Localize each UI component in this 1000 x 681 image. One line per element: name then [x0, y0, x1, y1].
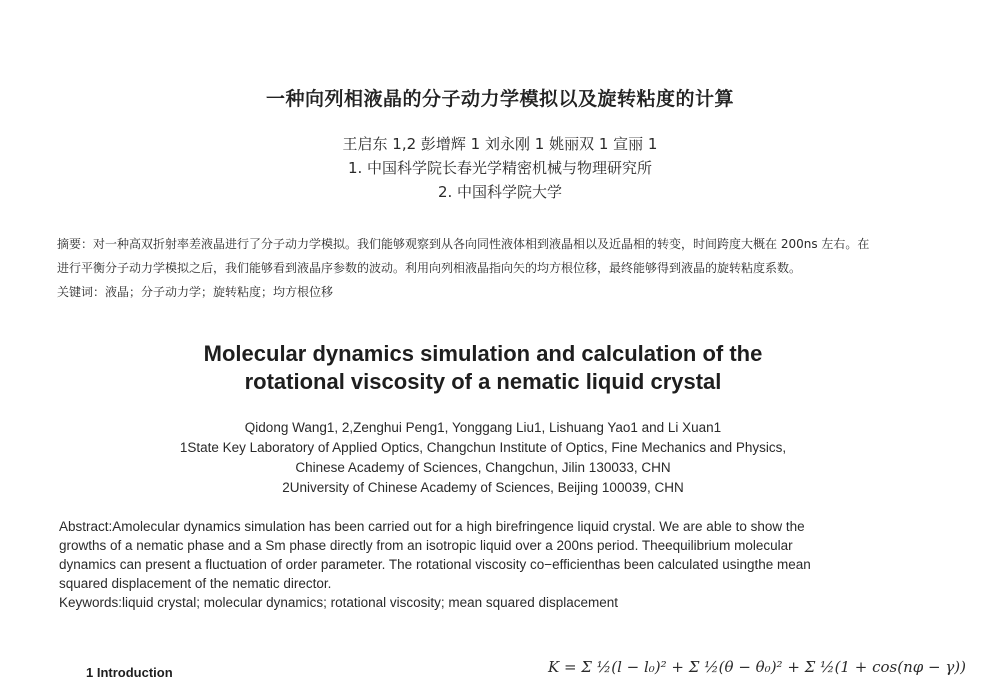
chinese-keywords: 关键词：液晶；分子动力学；旋转粘度；均方根位移 [57, 285, 334, 299]
chinese-authors: 王启东 1,2 彭增辉 1 刘永刚 1 姚丽双 1 宣丽 1 [342, 135, 658, 153]
english-abstract-line: squared displacement of the nematic director. [59, 576, 332, 591]
english-abstract-line: dynamics can present a fluctuation of order parameter. The rotational viscosity co−efficienthas been calculated usingthe mean [59, 557, 811, 572]
english-title [0, 340, 966, 396]
english-abstract-line: growths of a nematic phase and a Sm phase directly from an isotropic liquid over a 200ns period. Theequilibrium molecular [59, 538, 793, 553]
chinese-title: 一种向列相液晶的分子动力学模拟以及旋转粘度的计算 [265, 88, 734, 110]
english-abstract-line: Abstract:Amolecular dynamics simulation has been carried out for a high birefringence liquid crystal. We are able to show the [59, 519, 805, 534]
english-affiliation-2: 2University of Chinese Academy of Sciences, Beijing 100039, CHN [282, 480, 684, 495]
chinese-abstract-line: 进行平衡分子动力学模拟之后，我们能够看到液晶序参数的波动。利用向列相液晶指向矢的均方根位移，最终能够得到液晶的旋转粘度系数。 [57, 261, 802, 275]
english-keywords: Keywords:liquid crystal; molecular dynamics; rotational viscosity; mean squared displacement [59, 595, 618, 610]
english-affiliation-1a: 1State Key Laboratory of Applied Optics, Changchun Institute of Optics, Fine Mechanics and Physics, [179, 440, 787, 455]
section-heading-introduction: 1 Introduction [86, 665, 173, 680]
english-affiliation-1b: Chinese Academy of Sciences, Changchun, Jilin 130033, CHN [295, 460, 671, 475]
english-title-line-1: Molecular dynamics simulation and calculation of the [203, 341, 763, 366]
chinese-affiliation-2: 2. 中国科学院大学 [437, 183, 563, 201]
english-authors: Qidong Wang1, 2,Zenghui Peng1, Yonggang Liu1, Lishuang Yao1 and Li Xuan1 [244, 420, 722, 435]
energy-equation: K = Σ ½(l − l₀)² + Σ ½(θ − θ₀)² + Σ ½(1 + cos(nφ − γ)) [548, 658, 967, 676]
chinese-author-block [0, 132, 1000, 204]
chinese-abstract-line: 摘要：对一种高双折射率差液晶进行了分子动力学模拟。我们能够观察到从各向同性液体相到液晶相以及近晶相的转变，时间跨度大概在 200ns 左右。在 [57, 237, 870, 251]
chinese-abstract [57, 232, 937, 304]
chinese-affiliation-1: 1. 中国科学院长春光学精密机械与物理研究所 [347, 159, 653, 177]
english-title-line-2: rotational viscosity of a nematic liquid crystal [244, 369, 722, 394]
english-author-block [0, 418, 966, 498]
english-abstract [59, 517, 939, 612]
